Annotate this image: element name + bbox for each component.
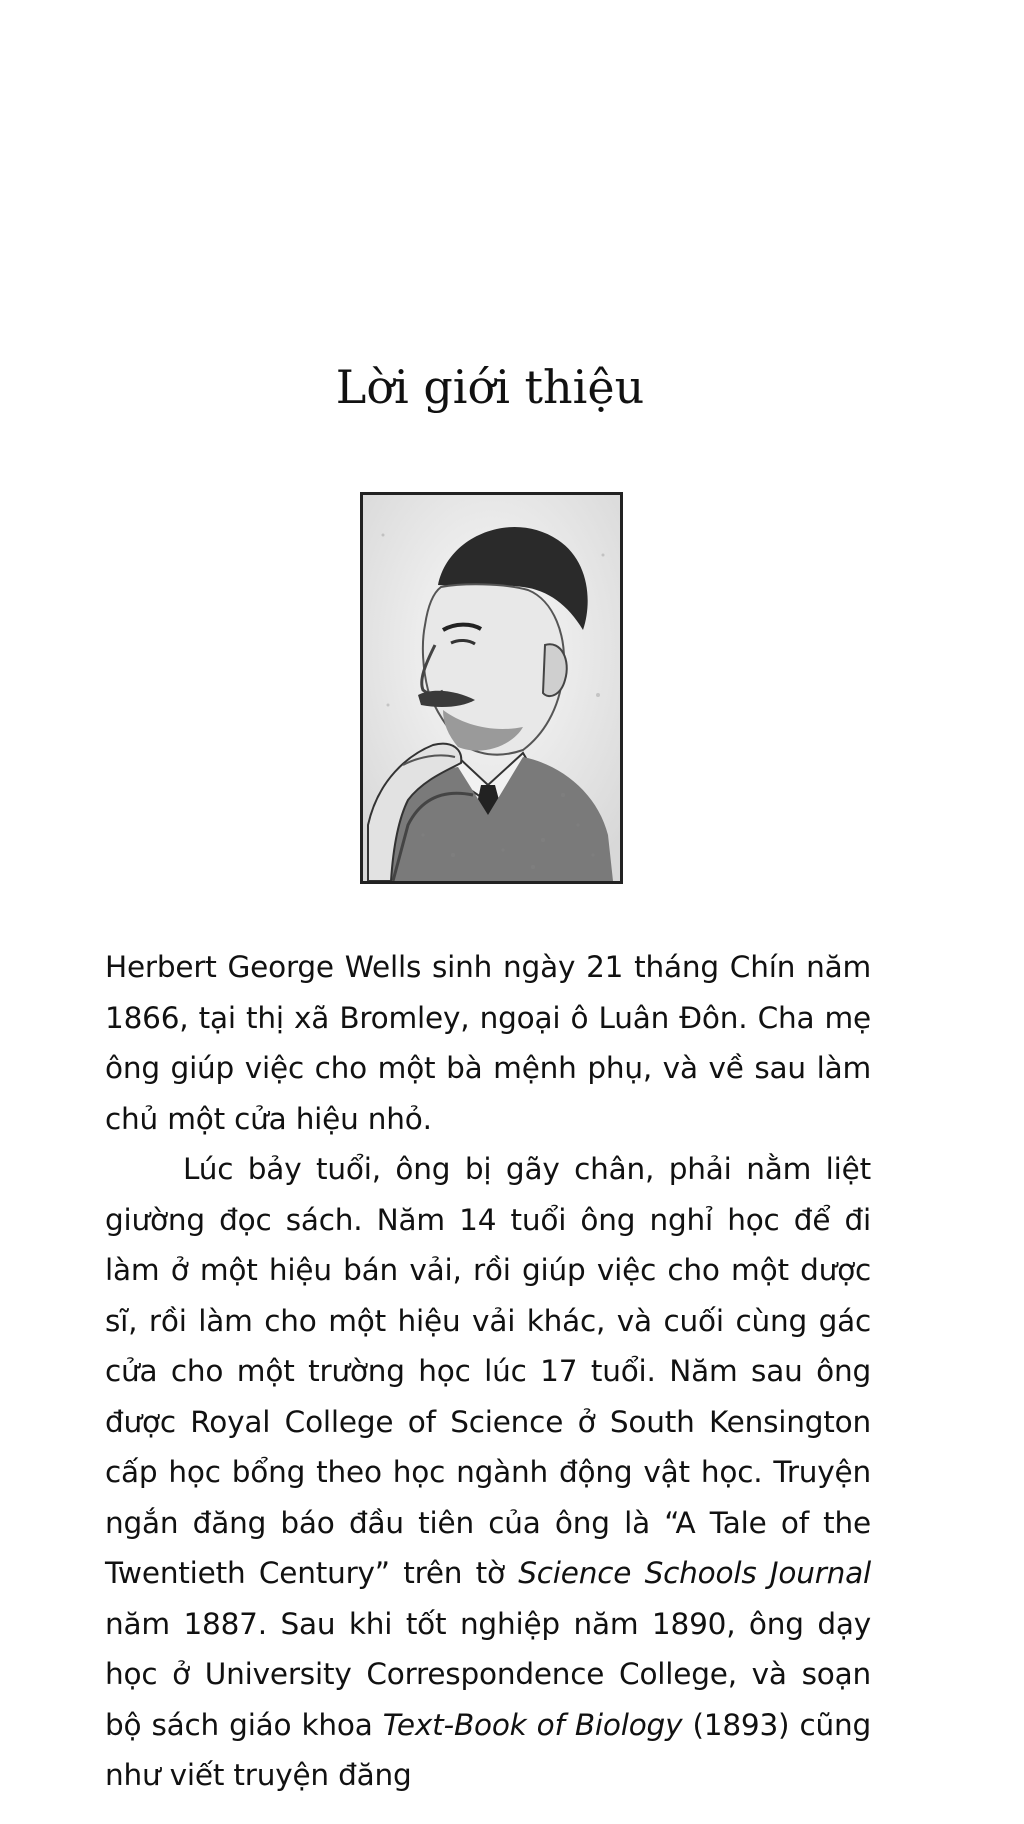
journal-title: Science Schools Journal xyxy=(518,1556,872,1590)
book-title: Text-Book of Biology xyxy=(382,1707,683,1742)
paragraph-2-text: (1893) cũng như viết truyện đăng xyxy=(105,1707,872,1792)
body-text xyxy=(105,942,871,1801)
paragraph-2-text: năm 1887. Sau khi tốt nghiệp năm 1890, ông dạy học ở University Correspondence College, và soạn bộ sách giáo khoa xyxy=(105,1606,871,1742)
paragraph-2-text: Lúc bảy tuổi, ông bị gãy chân, phải nằm liệt giường đọc sách. Năm 14 tuổi ông nghỉ học để đi làm ở một hiệu bán vải, rồi giúp việc cho một dược sĩ, rồi làm cho một hiệu vải khác, và cuối cùng gác cửa cho một trường học lúc 17 tuổi. Năm sau ông được Royal College of Science ở South Kensington cấp học bổng theo học ngành động vật học. Truyện ngắn đăng báo đầu tiên của ông là “A Tale of the Twentieth Century” trên tờ xyxy=(105,1152,871,1590)
portrait-photo-icon xyxy=(363,495,620,881)
paragraph-2 xyxy=(105,1144,871,1801)
page-title: Lời giới thiệu xyxy=(335,360,645,414)
paragraph-1: Herbert George Wells sinh ngày 21 tháng Chín năm 1866, tại thị xã Bromley, ngoại ô Luân Đôn. Cha mẹ ông giúp việc cho một bà mệnh phụ, và về sau làm chủ một cửa hiệu nhỏ. xyxy=(105,950,871,1136)
